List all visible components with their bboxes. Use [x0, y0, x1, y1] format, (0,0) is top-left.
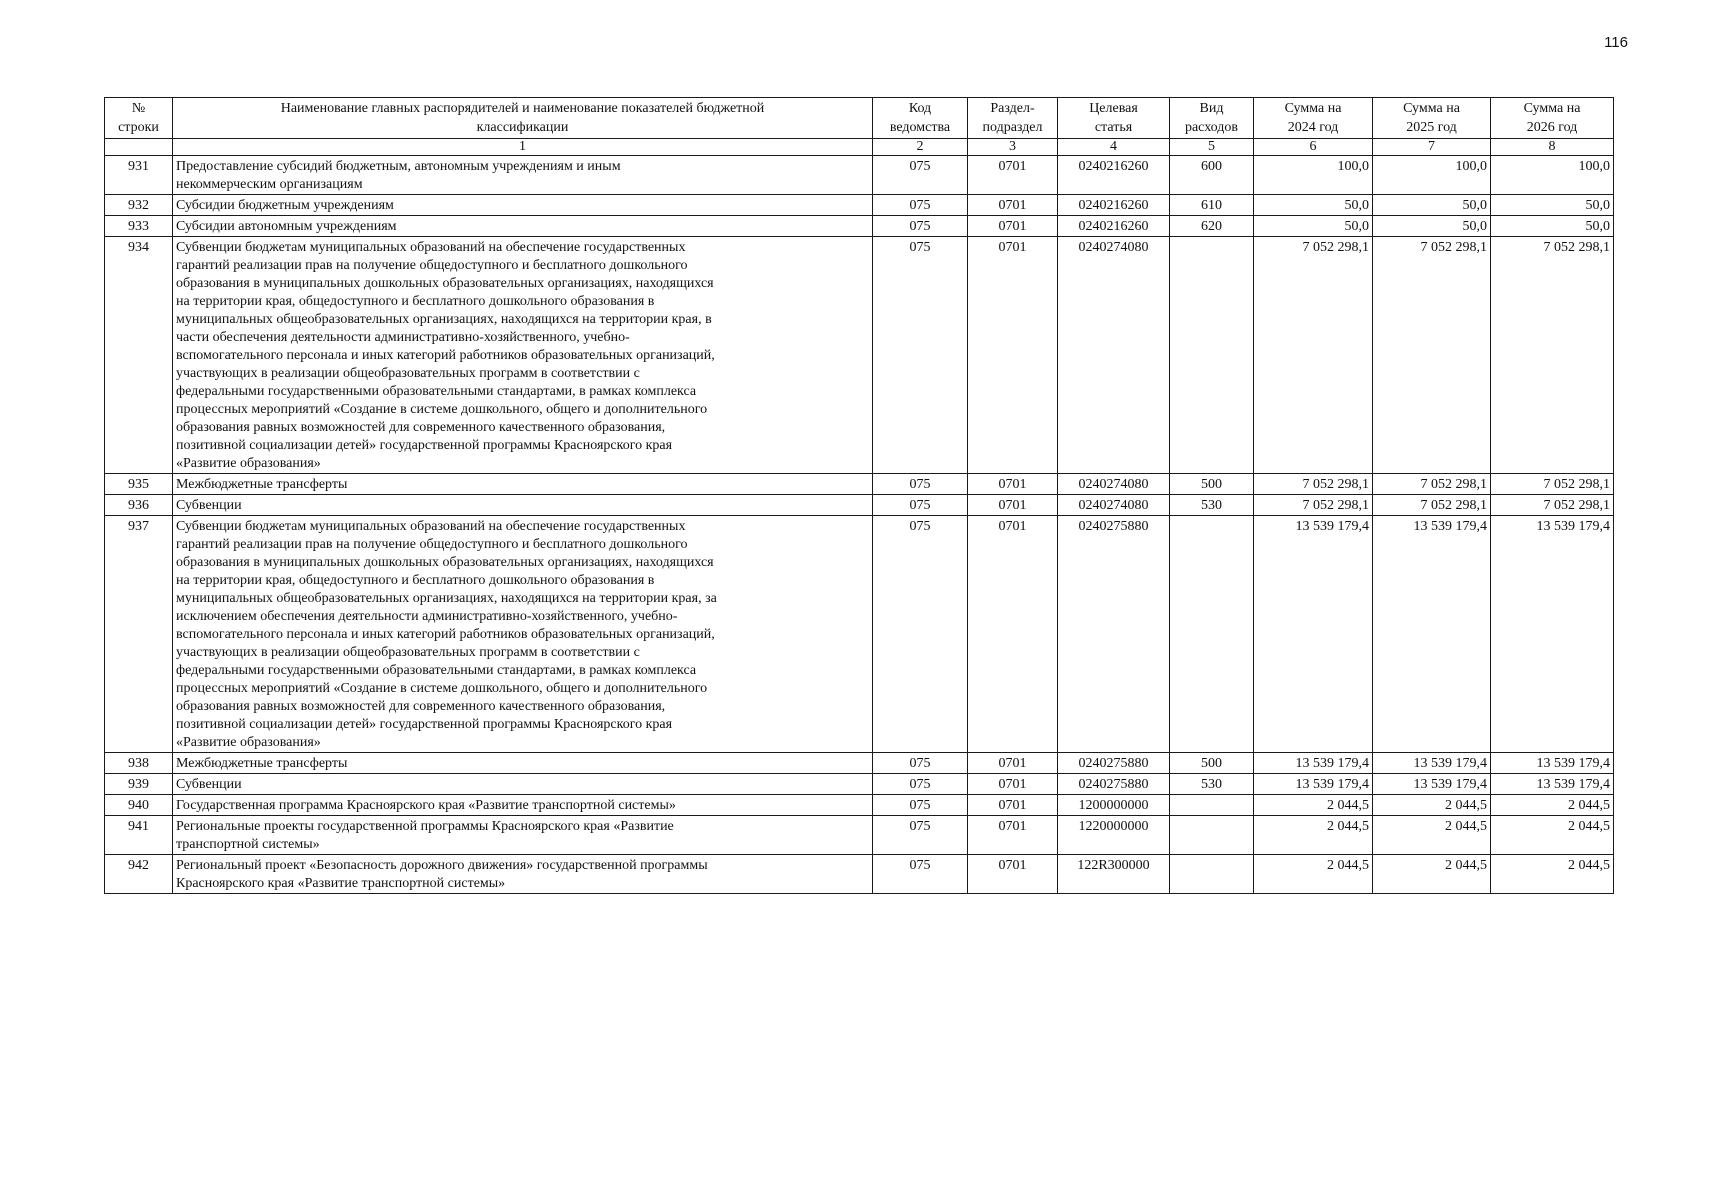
sum-2025-cell: 13 539 179,4	[1373, 753, 1491, 774]
header-row	[105, 98, 1614, 139]
expense-type-cell: 610	[1170, 195, 1254, 216]
sum-2025-cell: 7 052 298,1	[1373, 474, 1491, 495]
table-row	[105, 753, 1614, 774]
row-name-line: муниципальных общеобразовательных организациях, находящихся на территории края, в	[176, 312, 712, 327]
dept-code-cell: 075	[873, 495, 968, 516]
expense-type-cell	[1170, 237, 1254, 474]
sum-2026-cell: 100,0	[1491, 156, 1614, 195]
row-name-line: образования равных возможностей для современного качественного образования,	[176, 699, 666, 714]
section-cell: 0701	[968, 753, 1058, 774]
sum-2024-cell: 7 052 298,1	[1254, 237, 1373, 474]
sum-2026-cell: 2 044,5	[1491, 855, 1614, 894]
row-name-line: Региональные проекты государственной программы Красноярского края «Развитие	[176, 819, 674, 834]
sum-2026-cell: 50,0	[1491, 195, 1614, 216]
row-number-cell: 933	[105, 216, 173, 237]
table-row	[105, 774, 1614, 795]
target-article-cell: 0240274080	[1058, 495, 1170, 516]
row-name-line: вспомогательного персонала и иных категорий работников образовательных организаций,	[176, 627, 715, 642]
row-name-cell	[173, 795, 873, 816]
column-number: 8	[1491, 139, 1614, 156]
column-number: 3	[968, 139, 1058, 156]
expense-type-cell	[1170, 795, 1254, 816]
sum-2025-cell: 2 044,5	[1373, 816, 1491, 855]
table-body	[105, 156, 1614, 894]
column-number: 2	[873, 139, 968, 156]
target-article-cell: 0240274080	[1058, 474, 1170, 495]
row-name-cell	[173, 195, 873, 216]
sum-2026-cell: 13 539 179,4	[1491, 753, 1614, 774]
row-name-line: Субсидии автономным учреждениям	[176, 219, 397, 234]
table-row	[105, 855, 1614, 894]
sum-2026-cell: 13 539 179,4	[1491, 516, 1614, 753]
row-name-cell	[173, 774, 873, 795]
row-name-cell	[173, 495, 873, 516]
row-number-cell: 936	[105, 495, 173, 516]
row-name-line: Субвенции	[176, 498, 242, 513]
budget-table	[104, 97, 1614, 894]
row-number-cell: 938	[105, 753, 173, 774]
row-name-line: образования в муниципальных дошкольных образовательных организациях, находящихся	[176, 276, 714, 291]
target-article-cell: 0240216260	[1058, 156, 1170, 195]
row-name-line: позитивной социализации детей» государственной программы Красноярского края	[176, 438, 673, 453]
table-row	[105, 795, 1614, 816]
sum-2025-cell: 7 052 298,1	[1373, 495, 1491, 516]
section-cell: 0701	[968, 816, 1058, 855]
row-name-line: на территории края, общедоступного и бесплатного дошкольного образования в	[176, 294, 655, 309]
dept-code-cell: 075	[873, 216, 968, 237]
header-section: Раздел- подраздел	[968, 98, 1058, 139]
header-dept-code: Код ведомства	[873, 98, 968, 139]
dept-code-cell: 075	[873, 774, 968, 795]
table-row	[105, 195, 1614, 216]
header-sum-2026: Сумма на 2026 год	[1491, 98, 1614, 139]
row-name-line: позитивной социализации детей» государственной программы Красноярского края	[176, 717, 673, 732]
target-article-cell: 0240216260	[1058, 216, 1170, 237]
row-name-line: участвующих в реализации общеобразовательных программ в соответствии с	[176, 366, 640, 381]
target-article-cell: 1200000000	[1058, 795, 1170, 816]
row-name-line: процессных мероприятий «Создание в системе дошкольного, общего и дополнительного	[176, 681, 708, 696]
dept-code-cell: 075	[873, 816, 968, 855]
table-row	[105, 216, 1614, 237]
sum-2024-cell: 50,0	[1254, 195, 1373, 216]
row-name-cell	[173, 753, 873, 774]
row-name-line: образования в муниципальных дошкольных образовательных организациях, находящихся	[176, 555, 714, 570]
row-name-line: гарантий реализации прав на получение общедоступного и бесплатного дошкольного	[176, 258, 688, 273]
sum-2025-cell: 50,0	[1373, 216, 1491, 237]
row-name-line: на территории края, общедоступного и бесплатного дошкольного образования в	[176, 573, 655, 588]
row-name-cell	[173, 855, 873, 894]
row-name-line: «Развитие образования»	[176, 735, 321, 750]
expense-type-cell: 530	[1170, 774, 1254, 795]
target-article-cell: 0240275880	[1058, 774, 1170, 795]
row-name-line: части обеспечения деятельности административно-хозяйственного, учебно-	[176, 330, 630, 345]
sum-2024-cell: 2 044,5	[1254, 816, 1373, 855]
dept-code-cell: 075	[873, 474, 968, 495]
row-name-line: исключением обеспечения деятельности административно-хозяйственного, учебно-	[176, 609, 678, 624]
row-number-cell: 934	[105, 237, 173, 474]
target-article-cell: 0240275880	[1058, 753, 1170, 774]
row-name-cell	[173, 516, 873, 753]
header-name: Наименование главных распорядителей и наименование показателей бюджетной классификации	[173, 98, 873, 139]
section-cell: 0701	[968, 855, 1058, 894]
header-sum-2025: Сумма на 2025 год	[1373, 98, 1491, 139]
sum-2025-cell: 2 044,5	[1373, 795, 1491, 816]
sum-2026-cell: 2 044,5	[1491, 795, 1614, 816]
column-number: 5	[1170, 139, 1254, 156]
sum-2024-cell: 13 539 179,4	[1254, 774, 1373, 795]
sum-2024-cell: 13 539 179,4	[1254, 753, 1373, 774]
sum-2025-cell: 13 539 179,4	[1373, 516, 1491, 753]
column-number-row	[105, 139, 1614, 156]
sum-2024-cell: 2 044,5	[1254, 855, 1373, 894]
dept-code-cell: 075	[873, 195, 968, 216]
dept-code-cell: 075	[873, 753, 968, 774]
header-sum-2024: Сумма на 2024 год	[1254, 98, 1373, 139]
column-number: 1	[173, 139, 873, 156]
sum-2026-cell: 7 052 298,1	[1491, 474, 1614, 495]
target-article-cell: 1220000000	[1058, 816, 1170, 855]
sum-2024-cell: 13 539 179,4	[1254, 516, 1373, 753]
sum-2024-cell: 50,0	[1254, 216, 1373, 237]
target-article-cell: 0240274080	[1058, 237, 1170, 474]
dept-code-cell: 075	[873, 156, 968, 195]
sum-2025-cell: 2 044,5	[1373, 855, 1491, 894]
row-name-line: образования равных возможностей для современного качественного образования,	[176, 420, 666, 435]
row-name-line: Государственная программа Красноярского края «Развитие транспортной системы»	[176, 798, 676, 813]
section-cell: 0701	[968, 795, 1058, 816]
sum-2025-cell: 7 052 298,1	[1373, 237, 1491, 474]
dept-code-cell: 075	[873, 855, 968, 894]
sum-2026-cell: 7 052 298,1	[1491, 237, 1614, 474]
row-number-cell: 939	[105, 774, 173, 795]
row-name-cell	[173, 474, 873, 495]
row-name-cell	[173, 237, 873, 474]
sum-2024-cell: 7 052 298,1	[1254, 495, 1373, 516]
row-name-line: Субвенции бюджетам муниципальных образований на обеспечение государственных	[176, 240, 686, 255]
table-row	[105, 816, 1614, 855]
row-name-line: участвующих в реализации общеобразовательных программ в соответствии с	[176, 645, 640, 660]
row-number-cell: 935	[105, 474, 173, 495]
row-number-cell: 941	[105, 816, 173, 855]
row-name-line: Межбюджетные трансферты	[176, 756, 348, 771]
section-cell: 0701	[968, 195, 1058, 216]
section-cell: 0701	[968, 237, 1058, 474]
row-number-cell: 931	[105, 156, 173, 195]
sum-2024-cell: 7 052 298,1	[1254, 474, 1373, 495]
row-name-line: федеральными государственными образовательными стандартами, в рамках комплекса	[176, 663, 697, 678]
header-row-number: № строки	[105, 98, 173, 139]
expense-type-cell: 500	[1170, 753, 1254, 774]
row-name-line: вспомогательного персонала и иных категорий работников образовательных организаций,	[176, 348, 715, 363]
row-name-cell	[173, 216, 873, 237]
row-name-cell	[173, 156, 873, 195]
section-cell: 0701	[968, 156, 1058, 195]
table-header	[105, 98, 1614, 156]
row-name-line: Субвенции	[176, 777, 242, 792]
header-expense-type: Вид расходов	[1170, 98, 1254, 139]
section-cell: 0701	[968, 495, 1058, 516]
row-name-line: некоммерческим организациям	[176, 177, 363, 192]
header-target-article: Целевая статья	[1058, 98, 1170, 139]
row-name-line: гарантий реализации прав на получение общедоступного и бесплатного дошкольного	[176, 537, 688, 552]
expense-type-cell: 500	[1170, 474, 1254, 495]
table-row	[105, 156, 1614, 195]
column-number	[105, 139, 173, 156]
table-row	[105, 495, 1614, 516]
section-cell: 0701	[968, 774, 1058, 795]
expense-type-cell	[1170, 516, 1254, 753]
target-article-cell: 122R300000	[1058, 855, 1170, 894]
row-name-cell	[173, 816, 873, 855]
row-name-line: Субсидии бюджетным учреждениям	[176, 198, 394, 213]
expense-type-cell: 600	[1170, 156, 1254, 195]
sum-2026-cell: 13 539 179,4	[1491, 774, 1614, 795]
sum-2024-cell: 100,0	[1254, 156, 1373, 195]
row-name-line: Региональный проект «Безопасность дорожного движения» государственной программы	[176, 858, 708, 873]
row-number-cell: 942	[105, 855, 173, 894]
row-name-line: Предоставление субсидий бюджетным, автономным учреждениям и иным	[176, 159, 621, 174]
sum-2025-cell: 13 539 179,4	[1373, 774, 1491, 795]
section-cell: 0701	[968, 516, 1058, 753]
section-cell: 0701	[968, 474, 1058, 495]
sum-2025-cell: 50,0	[1373, 195, 1491, 216]
sum-2026-cell: 50,0	[1491, 216, 1614, 237]
row-name-line: процессных мероприятий «Создание в системе дошкольного, общего и дополнительного	[176, 402, 708, 417]
dept-code-cell: 075	[873, 795, 968, 816]
column-number: 6	[1254, 139, 1373, 156]
target-article-cell: 0240275880	[1058, 516, 1170, 753]
sum-2026-cell: 2 044,5	[1491, 816, 1614, 855]
sum-2024-cell: 2 044,5	[1254, 795, 1373, 816]
row-name-line: Красноярского края «Развитие транспортной системы»	[176, 876, 506, 891]
expense-type-cell	[1170, 816, 1254, 855]
dept-code-cell: 075	[873, 237, 968, 474]
sum-2026-cell: 7 052 298,1	[1491, 495, 1614, 516]
table-row	[105, 474, 1614, 495]
row-name-line: Межбюджетные трансферты	[176, 477, 348, 492]
column-number: 4	[1058, 139, 1170, 156]
dept-code-cell: 075	[873, 516, 968, 753]
expense-type-cell: 530	[1170, 495, 1254, 516]
row-name-line: Субвенции бюджетам муниципальных образований на обеспечение государственных	[176, 519, 686, 534]
page-number: 116	[1604, 34, 1628, 51]
expense-type-cell	[1170, 855, 1254, 894]
column-number: 7	[1373, 139, 1491, 156]
table-row	[105, 237, 1614, 474]
section-cell: 0701	[968, 216, 1058, 237]
row-number-cell: 932	[105, 195, 173, 216]
expense-type-cell: 620	[1170, 216, 1254, 237]
row-number-cell: 937	[105, 516, 173, 753]
target-article-cell: 0240216260	[1058, 195, 1170, 216]
row-name-line: федеральными государственными образовательными стандартами, в рамках комплекса	[176, 384, 697, 399]
sum-2025-cell: 100,0	[1373, 156, 1491, 195]
row-name-line: муниципальных общеобразовательных организациях, находящихся на территории края, за	[176, 591, 717, 606]
row-number-cell: 940	[105, 795, 173, 816]
row-name-line: транспортной системы»	[176, 837, 320, 852]
row-name-line: «Развитие образования»	[176, 456, 321, 471]
table-row	[105, 516, 1614, 753]
